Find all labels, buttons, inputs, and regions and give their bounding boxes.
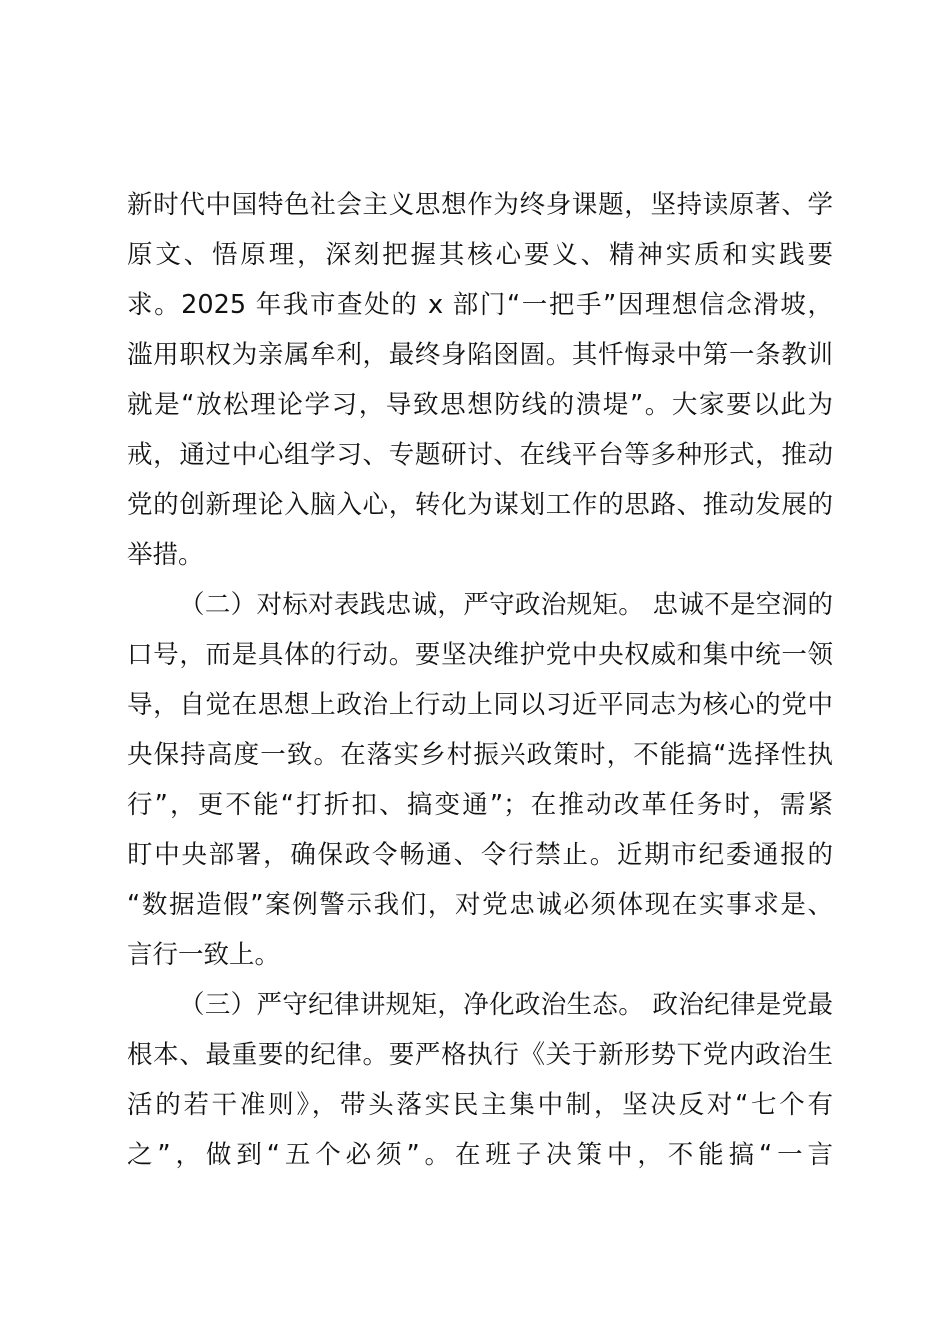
text-line: 求。2025 年我市查处的 x 部门“一把手”因理想信念滑坡， <box>127 290 833 320</box>
text-line: 央保持高度一致。在落实乡村振兴政策时，不能搞“选择性执 <box>127 740 833 770</box>
document-page <box>127 180 833 1180</box>
paragraph-1 <box>127 180 833 580</box>
text-line: 根本、最重要的纪律。要严格执行《关于新形势下党内政治生 <box>127 1040 833 1070</box>
text-line: 口号，而是具体的行动。要坚决维护党中央权威和集中统一领 <box>127 640 833 670</box>
section-heading-line: （二）对标对表践忠诚，严守政治规矩。 忠诚不是空洞的 <box>179 590 833 620</box>
text-line: 党的创新理论入脑入心，转化为谋划工作的思路、推动发展的 <box>127 490 833 520</box>
text-line: 行”，更不能“打折扣、搞变通”；在推动改革任务时，需紧 <box>127 790 833 820</box>
text-line: 新时代中国特色社会主义思想作为终身课题，坚持读原著、学 <box>127 190 833 220</box>
text-line: 原文、悟原理，深刻把握其核心要义、精神实质和实践要 <box>127 240 833 270</box>
text-line: “数据造假”案例警示我们，对党忠诚必须体现在实事求是、 <box>127 890 833 920</box>
text-line: 就是“放松理论学习，导致思想防线的溃堤”。大家要以此为 <box>127 390 833 420</box>
text-line: 滥用职权为亲属牟利，最终身陷囹圄。其忏悔录中第一条教训 <box>127 340 833 370</box>
paragraph-3-discipline <box>127 980 833 1180</box>
text-line: 导，自觉在思想上政治上行动上同以习近平同志为核心的党中 <box>127 690 833 720</box>
text-line: 盯中央部署，确保政令畅通、令行禁止。近期市纪委通报的 <box>127 840 833 870</box>
section-heading-line: （三）严守纪律讲规矩，净化政治生态。 政治纪律是党最 <box>179 990 833 1020</box>
text-line: 活的若干准则》，带头落实民主集中制，坚决反对“七个有 <box>127 1090 833 1120</box>
paragraph-2-loyalty <box>127 580 833 980</box>
text-line: 戒，通过中心组学习、专题研讨、在线平台等多种形式，推动 <box>127 440 833 470</box>
text-line: 言行一致上。 <box>127 940 281 970</box>
text-line: 举措。 <box>127 540 204 570</box>
text-line: 之”，做到“五个必须”。在班子决策中，不能搞“一言 <box>127 1140 833 1170</box>
